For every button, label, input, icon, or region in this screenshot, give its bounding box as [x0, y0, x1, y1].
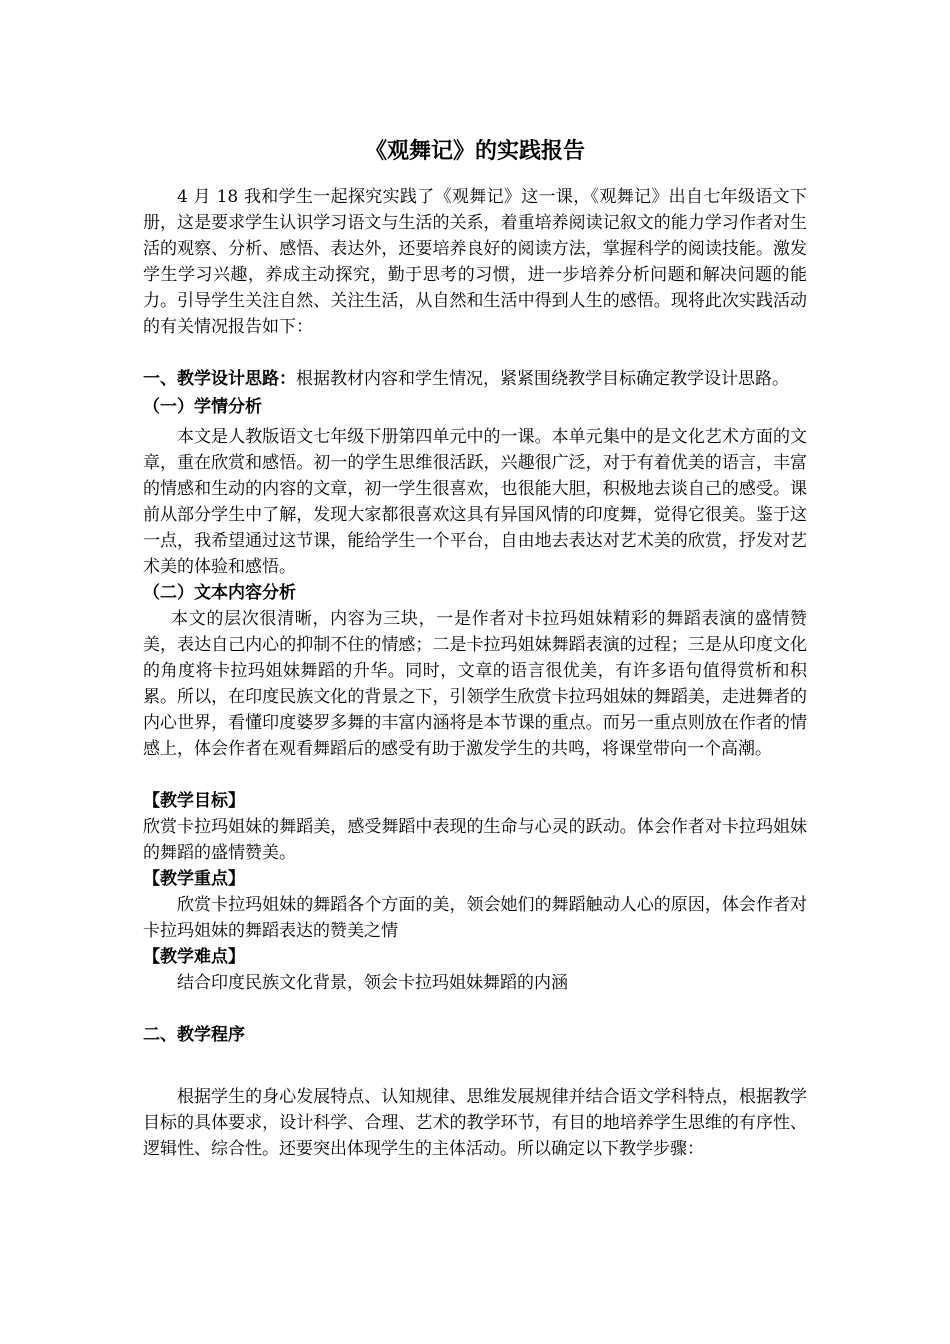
sub1-heading: [143, 394, 807, 420]
goals-paragraph: 欣赏卡拉玛姐妹的舞蹈美，感受舞蹈中表现的生命与心灵的跃动。体会作者对卡拉玛姐妹的舞蹈的盛情赞美。: [143, 817, 807, 863]
sub1-heading-label: （一）学情分析: [143, 397, 262, 417]
goals-heading-label: 【教学目标】: [143, 791, 245, 811]
section1-heading-text: 根据教材内容和学生情况，紧紧围绕教学目标确定教学设计思路。: [296, 369, 789, 389]
section2-paragraph: 根据学生的身心发展特点、认知规律、思维发展规律并结合语文学科特点，根据教学目标的具体要求，设计科学、合理、艺术的教学环节，有目的地培养学生思维的有序性、逻辑性、综合性。还要突出体现学生的主体活动。所以确定以下教学步骤：: [143, 1087, 807, 1159]
section2-heading-label: 二、教学程序: [143, 1025, 245, 1045]
sub2-paragraph: 本文的层次很清晰，内容为三块，一是作者对卡拉玛姐妹精彩的舞蹈表演的盛情赞美，表达自己内心的抑制不住的情感；二是卡拉玛姐妹舞蹈表演的过程；三是从印度文化的角度将卡拉玛姐妹舞蹈的升华。同时，文章的语言很优美，有许多语句值得赏析和积累。所以，在印度民族文化的背景之下，引领学生欣赏卡拉玛姐妹的舞蹈美，走进舞者的内心世界，看懂印度婆罗多舞的丰富内涵将是本节课的重点。而另一重点则放在作者的情感上，体会作者在观看舞蹈后的感受有助于激发学生的共鸣，将课堂带向一个高潮。: [143, 609, 807, 759]
section2-heading: [143, 1022, 807, 1048]
spacer: [143, 762, 807, 788]
keypoints-paragraph: 欣赏卡拉玛姐妹的舞蹈各个方面的美，领会她们的舞蹈触动人心的原因，体会作者对卡拉玛姐妹的舞蹈表达的赞美之情: [143, 895, 807, 941]
keypoints-heading-label: 【教学重点】: [143, 869, 245, 889]
difficulties-heading: [143, 944, 807, 970]
goals-heading: [143, 788, 807, 814]
sub2-heading-label: （二）文本内容分析: [143, 583, 296, 603]
sub1-paragraph: 本文是人教版语文七年级下册第四单元中的一课。本单元集中的是文化艺术方面的文章，重在欣赏和感悟。初一的学生思维很活跃，兴趣很广泛，对于有着优美的语言，丰富的情感和生动的内容的文章，初一学生很喜欢，也很能大胆，积极地去谈自己的感受。课前从部分学生中了解，发现大家都很喜欢这具有异国风情的印度舞，觉得它很美。鉴于这一点，我希望通过这节课，能给学生一个平台，自由地去表达对艺术美的欣赏，抒发对艺术美的体验和感悟。: [143, 427, 807, 577]
section1-heading: 一、教学设计思路：: [143, 369, 296, 389]
keypoints-heading: [143, 866, 807, 892]
difficulties-paragraph: 结合印度民族文化背景，领会卡拉玛姐妹舞蹈的内涵: [177, 973, 568, 993]
difficulties-heading-label: 【教学难点】: [143, 947, 245, 967]
intro-paragraph: 4 月 18 我和学生一起探究实践了《观舞记》这一课，《观舞记》出自七年级语文下册，这是要求学生认识学习语文与生活的关系，着重培养阅读记叙文的能力学习作者对生活的观察、分析、感悟、表达外，还要培养良好的阅读方法，掌握科学的阅读技能。激发学生学习兴趣，养成主动探究，勤于思考的习惯，进一步培养分析问题和解决问题的能力。引导学生关注自然、关注生活，从自然和生活中得到人生的感悟。现将此次实践活动的有关情况报告如下：: [143, 187, 807, 337]
spacer: [143, 1048, 807, 1084]
spacer: [143, 340, 807, 366]
document-title: 《观舞记》的实践报告: [364, 138, 585, 164]
spacer: [143, 996, 807, 1022]
sub2-heading: [143, 580, 807, 606]
section1-paragraph: [143, 366, 807, 392]
